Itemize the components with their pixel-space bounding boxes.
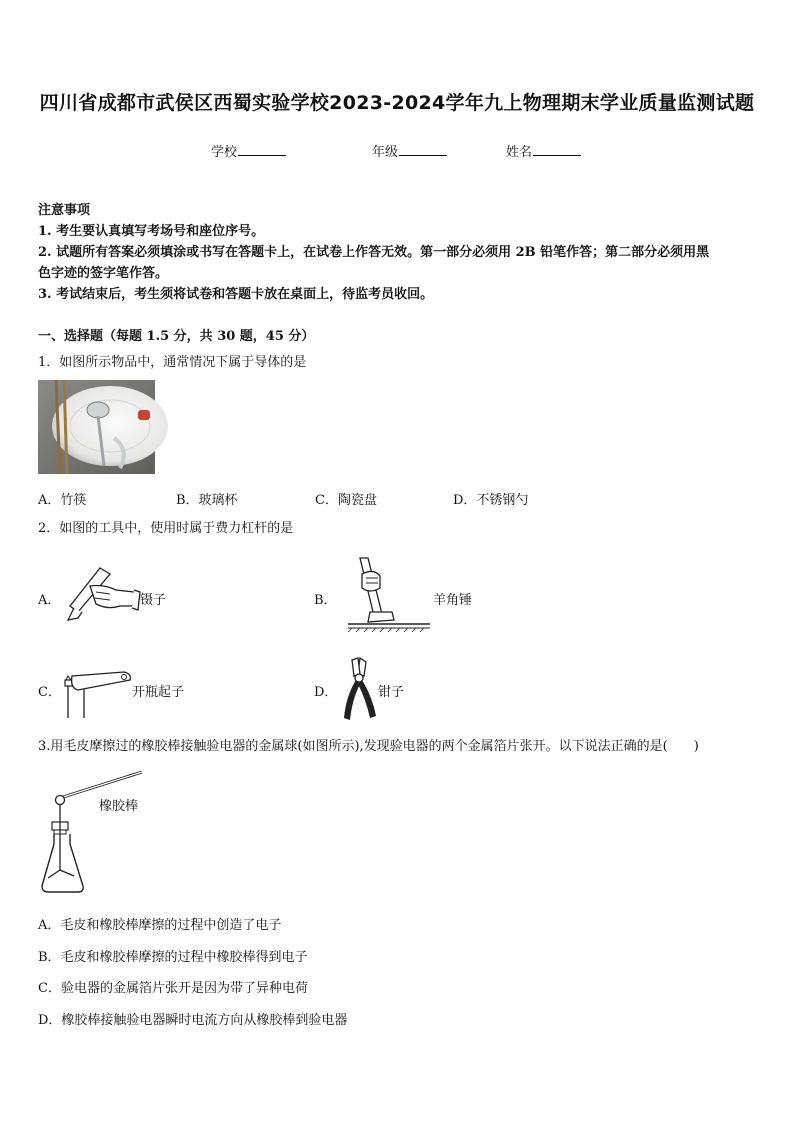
- school-field: [211, 141, 286, 160]
- notice-item-2: 2. 试题所有答案必须填涂或书写在答题卡上，在试卷上作答无效。第一部分必须用 2B 铅笔作答；第二部分必须用黑: [38, 245, 710, 260]
- q1-option-c: C．陶瓷盘: [315, 493, 377, 508]
- school-blank: [238, 143, 286, 156]
- q2-option-b-letter: B．: [314, 593, 337, 608]
- electroscope-figure: [38, 768, 148, 898]
- q1-stem: 1．如图所示物品中，通常情况下属于导体的是: [38, 355, 307, 370]
- q2-option-c-letter: C．: [38, 685, 61, 700]
- name-label: 姓名: [506, 145, 533, 160]
- q2-option-c-label: 开瓶起子: [132, 685, 185, 700]
- notice-item-2-cont: 色字迹的签字笔作答。: [38, 266, 169, 281]
- claw-hammer-figure: [346, 556, 432, 634]
- notice-heading: 注意事项: [38, 203, 91, 218]
- q3-stem: 3.用毛皮摩擦过的橡胶棒接触验电器的金属球(如图所示),发现验电器的两个金属箔片张开。以下说法正确的是( ): [38, 739, 699, 754]
- q1-option-a: A．竹筷: [38, 493, 87, 508]
- grade-label: 年级: [372, 145, 399, 160]
- bottle-opener-figure: [62, 670, 134, 720]
- rubber-rod-label: 橡胶棒: [99, 799, 139, 814]
- grade-blank: [399, 143, 447, 156]
- q2-option-a-label: 镊子: [140, 593, 167, 608]
- q2-option-d-label: 钳子: [378, 685, 405, 700]
- q2-stem: 2．如图的工具中，使用时属于费力杠杆的是: [38, 521, 294, 536]
- name-blank: [533, 143, 581, 156]
- q3-option-b: B．毛皮和橡胶棒摩擦的过程中橡胶棒得到电子: [38, 950, 308, 965]
- name-field: [506, 141, 581, 160]
- notice-item-3: 3. 考试结束后，考生须将试卷和答题卡放在桌面上，待监考员收回。: [38, 287, 434, 302]
- tweezers-figure: [64, 566, 144, 626]
- pliers-figure: [340, 656, 380, 722]
- q2-option-d-letter: D．: [314, 685, 338, 700]
- school-label: 学校: [211, 145, 238, 160]
- section-heading: 一、选择题（每题 1.5 分，共 30 题，45 分）: [38, 329, 315, 344]
- q1-option-d: D．不锈钢勺: [453, 493, 529, 508]
- q1-option-b: B．玻璃杯: [176, 493, 238, 508]
- grade-field: [372, 141, 447, 160]
- q3-option-a: A．毛皮和橡胶棒摩擦的过程中创造了电子: [38, 918, 282, 933]
- q2-option-b-label: 羊角锤: [433, 593, 473, 608]
- q1-photo: [38, 380, 155, 474]
- q2-option-a-letter: A．: [38, 593, 61, 608]
- q3-option-c: C．验电器的金属箔片张开是因为带了异种电荷: [38, 981, 308, 996]
- page-title: 四川省成都市武侯区西蜀实验学校2023-2024学年九上物理期末学业质量监测试题: [39, 92, 755, 114]
- notice-item-1: 1. 考生要认真填写考场号和座位序号。: [38, 224, 265, 239]
- q3-option-d: D．橡胶棒接触验电器瞬时电流方向从橡胶棒到验电器: [38, 1013, 348, 1028]
